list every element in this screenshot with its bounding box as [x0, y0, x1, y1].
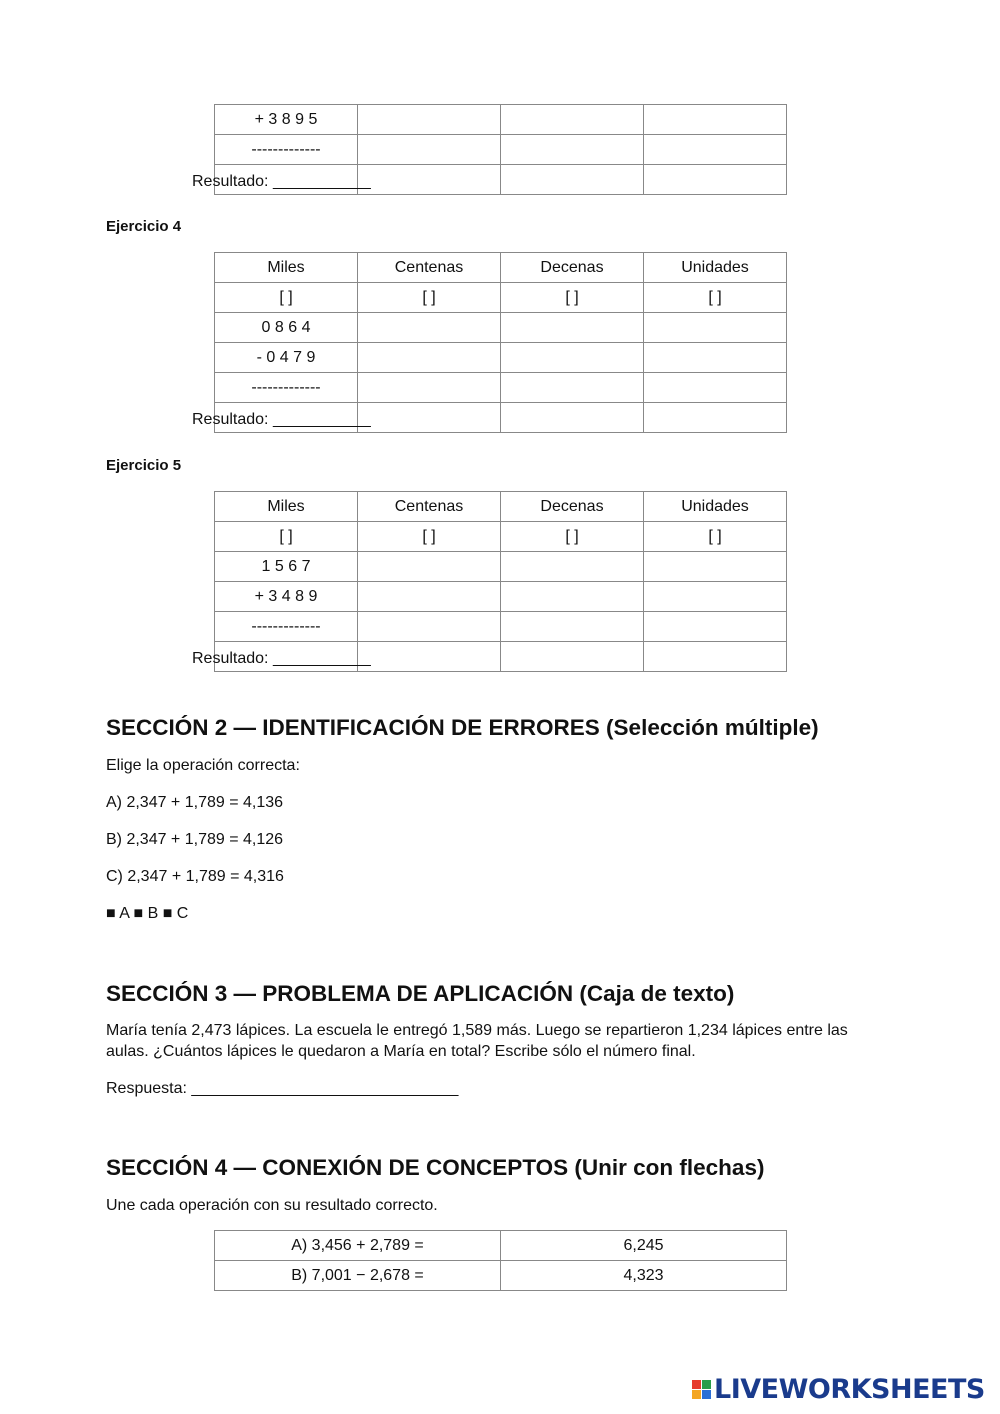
exercise-4-result-label: Resultado: ___________ [192, 411, 371, 428]
table-cell [501, 105, 644, 135]
table-cell [644, 403, 787, 433]
table-cell [501, 313, 644, 343]
exercise-5-result-label: Resultado: ___________ [192, 650, 371, 667]
table-row [215, 283, 787, 313]
exercise-5-heading: Ejercicio 5 [106, 457, 182, 474]
option-b[interactable]: B) 2,347 + 1,789 = 4,126 [106, 831, 284, 848]
table-cell [358, 105, 501, 135]
section-2-title: SECCIÓN 2 — IDENTIFICACIÓN DE ERRORES (Selección múltiple) [106, 715, 819, 740]
table-row [215, 612, 787, 642]
table-cell [644, 343, 787, 373]
table-cell: + 3 8 9 5 [215, 105, 358, 135]
table-cell [358, 343, 501, 373]
table-cell: Centenas [358, 492, 501, 522]
table-cell: ------------- [215, 135, 358, 165]
table-cell [358, 582, 501, 612]
table-cell [501, 373, 644, 403]
table-cell: ------------- [215, 612, 358, 642]
logo-mark-icon [692, 1380, 711, 1399]
table-cell: [ ] [644, 283, 787, 313]
exercise-3-result-label: Resultado: ___________ [192, 173, 371, 190]
table-cell [358, 403, 501, 433]
table-cell: + 3 4 8 9 [215, 582, 358, 612]
table-cell [644, 582, 787, 612]
table-cell [358, 135, 501, 165]
table-row [215, 552, 787, 582]
liveworksheets-logo [692, 1374, 985, 1404]
table-row [215, 582, 787, 612]
table-cell: Decenas [501, 253, 644, 283]
table-cell: 0 8 6 4 [215, 313, 358, 343]
table-cell: 1 5 6 7 [215, 552, 358, 582]
table-cell [501, 612, 644, 642]
problem-text-line-2: aulas. ¿Cuántos lápices le quedaron a María en total? Escribe sólo el número final. [106, 1043, 696, 1060]
table-cell [644, 373, 787, 403]
table-cell [644, 165, 787, 195]
table-cell [358, 612, 501, 642]
table-cell: Decenas [501, 492, 644, 522]
matching-table [214, 1230, 787, 1291]
table-cell: [ ] [358, 522, 501, 552]
matching-row [215, 1231, 787, 1261]
table-cell [358, 165, 501, 195]
exercise-4-table [214, 252, 787, 433]
section-4-instruction: Une cada operación con su resultado correcto. [106, 1197, 438, 1214]
operation-cell[interactable]: B) 7,001 − 2,678 = [215, 1261, 501, 1291]
section-2-prompt: Elige la operación correcta: [106, 757, 300, 774]
table-row [215, 313, 787, 343]
table-cell: Unidades [644, 253, 787, 283]
result-cell[interactable]: 6,245 [501, 1231, 787, 1261]
section-4-title: SECCIÓN 4 — CONEXIÓN DE CONCEPTOS (Unir con flechas) [106, 1155, 765, 1180]
table-cell [358, 552, 501, 582]
option-c[interactable]: C) 2,347 + 1,789 = 4,316 [106, 868, 284, 885]
table-row [215, 253, 787, 283]
table-cell [501, 582, 644, 612]
logo-text: LIVEWORKSHEETS [714, 1373, 985, 1405]
table-cell [501, 403, 644, 433]
table-row [215, 522, 787, 552]
table-cell: Centenas [358, 253, 501, 283]
table-cell: Unidades [644, 492, 787, 522]
table-cell: ------------- [215, 373, 358, 403]
table-cell [358, 313, 501, 343]
table-cell [644, 105, 787, 135]
table-cell [644, 313, 787, 343]
table-cell: [ ] [215, 283, 358, 313]
matching-row [215, 1261, 787, 1291]
table-cell: [ ] [501, 522, 644, 552]
table-row [215, 492, 787, 522]
table-row [215, 105, 787, 135]
table-cell [644, 135, 787, 165]
section-3-title: SECCIÓN 3 — PROBLEMA DE APLICACIÓN (Caja de texto) [106, 981, 735, 1006]
table-cell: [ ] [644, 522, 787, 552]
problem-text-line-1: María tenía 2,473 lápices. La escuela le entregó 1,589 más. Luego se repartieron 1,234 lápices entre las [106, 1022, 848, 1039]
table-row [215, 343, 787, 373]
table-row [215, 373, 787, 403]
table-cell [358, 373, 501, 403]
table-cell: Miles [215, 492, 358, 522]
choice-checkboxes[interactable]: ■ A ■ B ■ C [106, 905, 189, 922]
answer-field[interactable]: Respuesta: ______________________________ [106, 1080, 459, 1097]
table-cell [501, 165, 644, 195]
table-cell [644, 552, 787, 582]
result-cell[interactable]: 4,323 [501, 1261, 787, 1291]
table-cell [644, 642, 787, 672]
exercise-5-table [214, 491, 787, 672]
table-row [215, 135, 787, 165]
table-cell [501, 135, 644, 165]
table-cell [358, 642, 501, 672]
table-cell: - 0 4 7 9 [215, 343, 358, 373]
table-cell [501, 343, 644, 373]
exercise-4-heading: Ejercicio 4 [106, 218, 182, 235]
table-cell [501, 552, 644, 582]
table-cell [644, 612, 787, 642]
table-cell: [ ] [501, 283, 644, 313]
table-cell: [ ] [358, 283, 501, 313]
operation-cell[interactable]: A) 3,456 + 2,789 = [215, 1231, 501, 1261]
table-cell: Miles [215, 253, 358, 283]
table-cell [501, 642, 644, 672]
option-a[interactable]: A) 2,347 + 1,789 = 4,136 [106, 794, 284, 811]
table-cell: [ ] [215, 522, 358, 552]
